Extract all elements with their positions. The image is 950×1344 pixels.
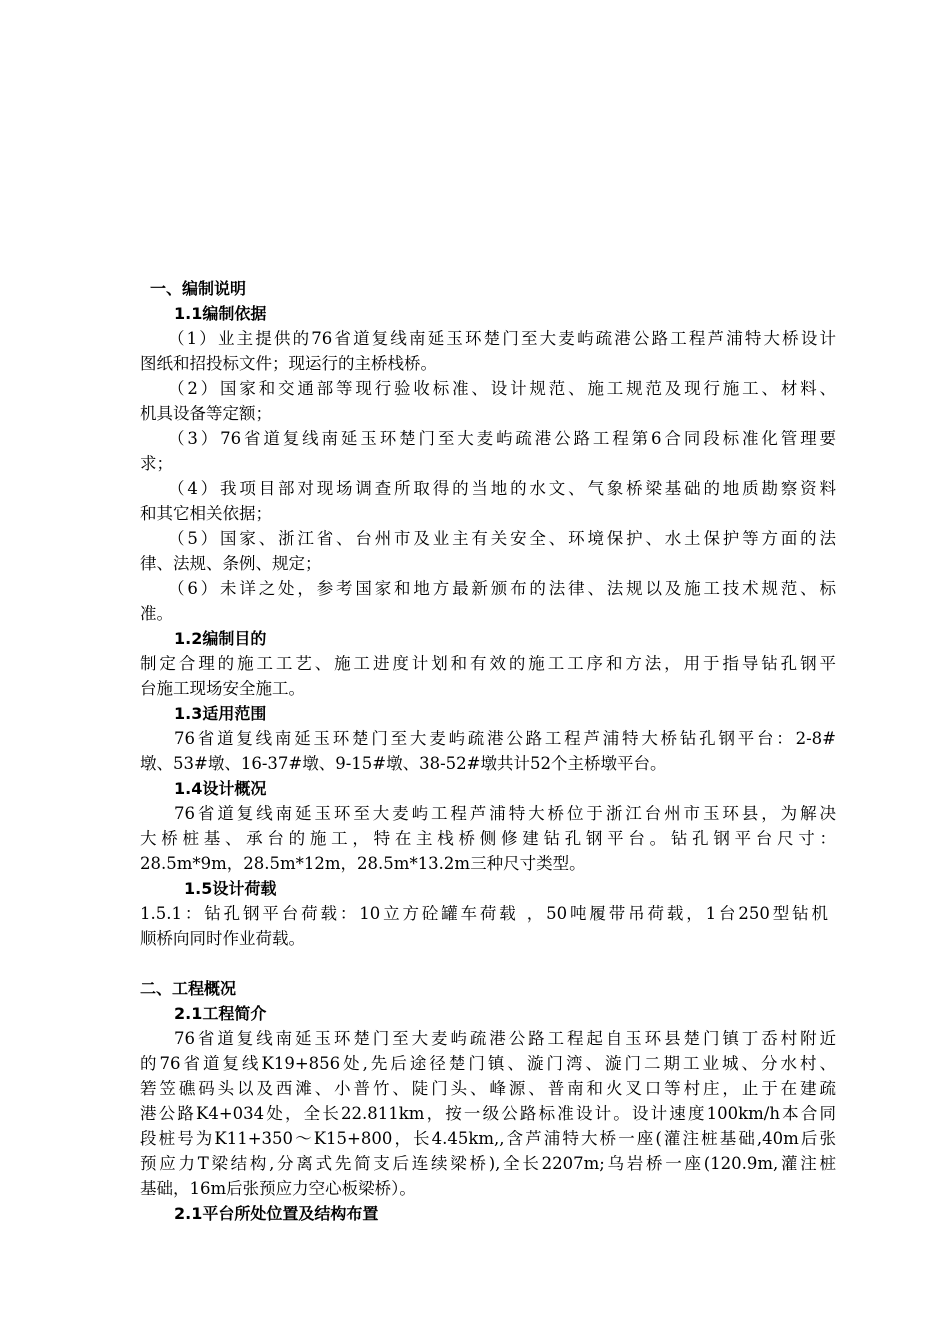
purpose-line-1: 制定合理的施工工艺、施工进度计划和有效的施工工序和方法，用于指导钻孔钢平 — [140, 654, 836, 673]
overview-line-1: 76省道复线南延玉环楚门至大麦屿疏港公路工程起自玉环县楚门镇丁岙村附近 — [174, 1029, 836, 1048]
section-2-title: 二、工程概况 — [140, 979, 237, 998]
section-1-3-heading: 1.3适用范围 — [174, 704, 267, 723]
scope-line-2: 墩、53#墩、16-37#墩、9-15#墩、38-52#墩共计52个主桥墩平台。 — [140, 754, 667, 773]
section-1-5-heading: 1.5设计荷载 — [184, 879, 277, 898]
item-5-line-1: （5）国家、浙江省、台州市及业主有关安全、环境保护、水土保护等方面的法 — [168, 529, 836, 548]
section-1-4-heading: 1.4设计概况 — [174, 779, 267, 798]
scope-line-1: 76省道复线南延玉环楚门至大麦屿疏港公路工程芦浦特大桥钻孔钢平台：2-8# — [174, 729, 836, 748]
section-1-2-heading: 1.2编制目的 — [174, 629, 267, 648]
item-3-line-1: （3）76省道复线南延玉环楚门至大麦屿疏港公路工程第6合同段标准化管理要 — [168, 429, 836, 448]
section-1-title: 一、编制说明 — [150, 279, 247, 298]
item-2-line-1: （2）国家和交通部等现行验收标准、设计规范、施工规范及现行施工、材料、 — [168, 379, 836, 398]
purpose-line-2: 台施工现场安全施工。 — [140, 679, 305, 698]
overview-line-2: 的76省道复线K19+856处,先后途径楚门镇、漩门湾、漩门二期工业城、分水村、 — [140, 1054, 836, 1073]
overview-line-7: 基础，16m后张预应力空心板梁桥）。 — [140, 1179, 416, 1198]
design-line-1: 76省道复线南延玉环至大麦屿工程芦浦特大桥位于浙江台州市玉环县，为解决 — [174, 804, 836, 823]
item-1-line-1: （1）业主提供的76省道复线南延玉环楚门至大麦屿疏港公路工程芦浦特大桥设计 — [168, 329, 836, 348]
load-line-1: 1.5.1：钻孔钢平台荷载：10立方砼罐车荷载 ，50吨履带吊荷载，1台250型钻机 — [140, 904, 828, 923]
design-line-3: 28.5m*9m，28.5m*12m，28.5m*13.2m三种尺寸类型。 — [140, 854, 586, 873]
item-4-line-2: 和其它相关依据； — [140, 504, 272, 523]
overview-line-5: 段桩号为K11+350～K15+800，长4.45km,,含芦浦特大桥一座(灌注桩基础,40m后张 — [140, 1129, 836, 1148]
item-5-line-2: 律、法规、条例、规定； — [140, 554, 322, 573]
overview-line-3: 箬笠礁码头以及西滩、小普竹、陡门头、峰源、普南和火叉口等村庄，止于在建疏 — [140, 1079, 836, 1098]
section-2-2-heading: 2.1平台所处位置及结构布置 — [174, 1204, 379, 1223]
section-1-1-heading: 1.1编制依据 — [174, 304, 267, 323]
item-3-line-2: 求； — [140, 454, 173, 473]
item-2-line-2: 机具设备等定额； — [140, 404, 272, 423]
item-1-line-2: 图纸和招投标文件；现运行的主桥栈桥。 — [140, 354, 437, 373]
overview-line-6: 预应力T梁结构,分离式先简支后连续梁桥),全长2207m;乌岩桥一座(120.9m,灌注桩 — [140, 1154, 836, 1173]
design-line-2: 大桥桩基、承台的施工，特在主栈桥侧修建钻孔钢平台。钻孔钢平台尺寸： — [140, 829, 836, 848]
item-6-line-1: （6）未详之处，参考国家和地方最新颁布的法律、法规以及施工技术规范、标 — [168, 579, 836, 598]
item-6-line-2: 准。 — [140, 604, 173, 623]
load-line-2: 顺桥向同时作业荷载。 — [140, 929, 305, 948]
section-2-1-heading: 2.1工程简介 — [174, 1004, 267, 1023]
item-4-line-1: （4）我项目部对现场调查所取得的当地的水文、气象桥梁基础的地质勘察资料 — [168, 479, 836, 498]
overview-line-4: 港公路K4+034处，全长22.811km，按一级公路标准设计。设计速度100km/h本合同 — [140, 1104, 836, 1123]
